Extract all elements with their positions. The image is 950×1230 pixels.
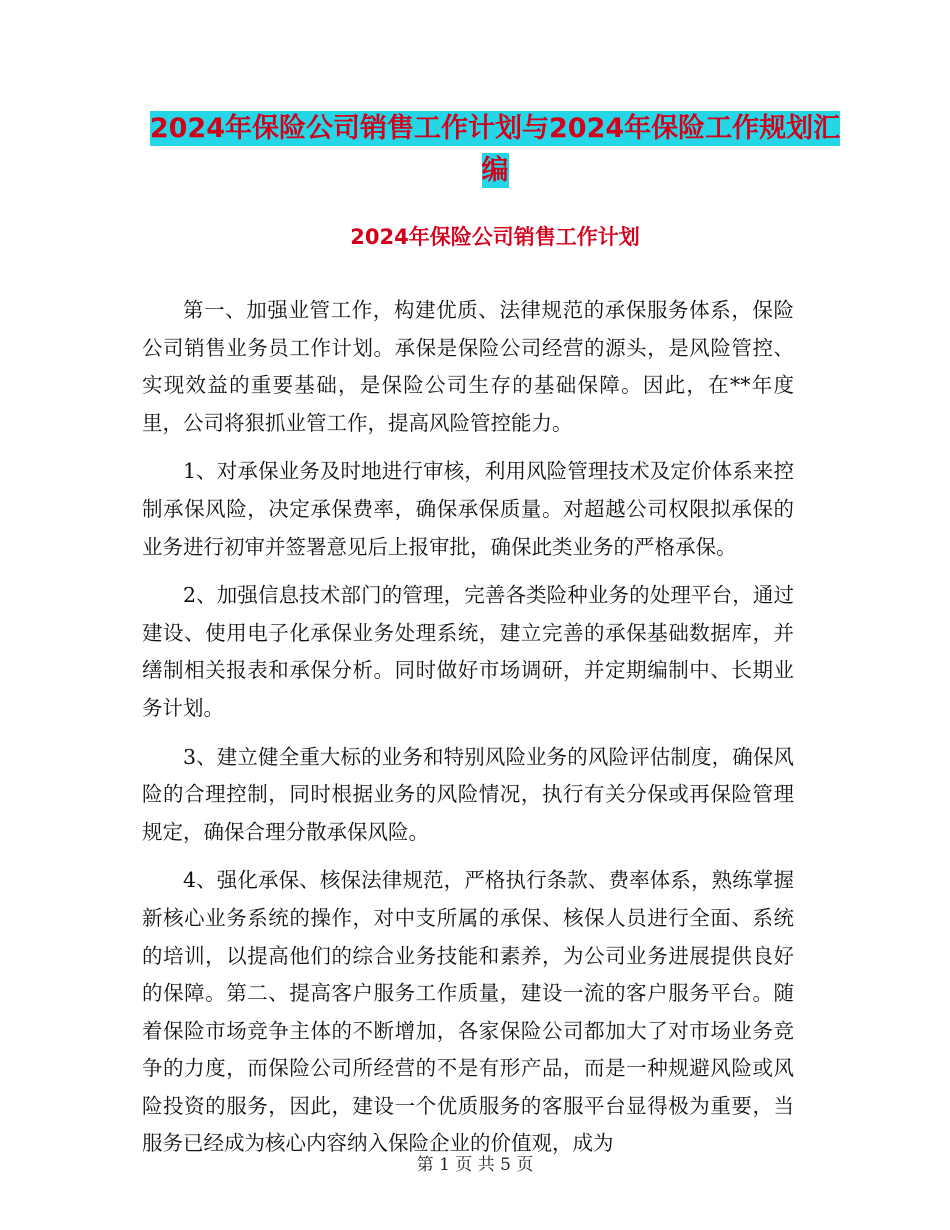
paragraph: 第一、加强业管工作，构建优质、法律规范的承保服务体系，保险公司销售业务员工作计划。承保是保险公司经营的源头，是风险管控、实现效益的重要基础，是保险公司生存的基础保障。因此，在**年度里，公司将狠抓业管工作，提高风险管控能力。 bbox=[142, 298, 794, 435]
paragraph: 4、强化承保、核保法律规范，严格执行条款、费率体系，熟练掌握新核心业务系统的操作，对中支所属的承保、核保人员进行全面、系统的培训，以提高他们的综合业务技能和素养，为公司业务进展提供良好的保障。第二、提高客户服务工作质量，建设一流的客户服务平台。随着保险市场竞争主体的不断增加，各家保险公司都加大了对市场业务竞争的力度，而保险公司所经营的不是有形产品，而是一种规避风险或风险投资的服务，因此，建设一个优质服务的客服平台显得极为重要，当服务已经成为核心内容纳入保险企业的价值观，成为 bbox=[142, 868, 794, 1156]
document-title bbox=[140, 108, 850, 192]
section-title: 2024年保险公司销售工作计划 bbox=[350, 225, 640, 249]
document-body bbox=[142, 292, 794, 1174]
page-footer: 第 1 页 共 5 页 bbox=[416, 1155, 534, 1175]
title-highlight: 2024年保险公司销售工作计划与2024年保险工作规划汇编 bbox=[149, 113, 841, 186]
paragraph: 1、对承保业务及时地进行审核，利用风险管理技术及定价体系来控制承保风险，决定承保费率，确保承保质量。对超越公司权限拟承保的业务进行初审并签署意见后上报审批，确保此类业务的严格承保。 bbox=[142, 459, 794, 559]
paragraph: 3、建立健全重大标的业务和特别风险业务的风险评估制度，确保风险的合理控制，同时根据业务的风险情况，执行有关分保或再保险管理规定，确保合理分散承保风险。 bbox=[142, 744, 794, 844]
paragraph: 2、加强信息技术部门的管理，完善各类险种业务的处理平台，通过建设、使用电子化承保业务处理系统，建立完善的承保基础数据库，并缮制相关报表和承保分析。同时做好市场调研，并定期编制中、长期业务计划。 bbox=[142, 583, 794, 720]
